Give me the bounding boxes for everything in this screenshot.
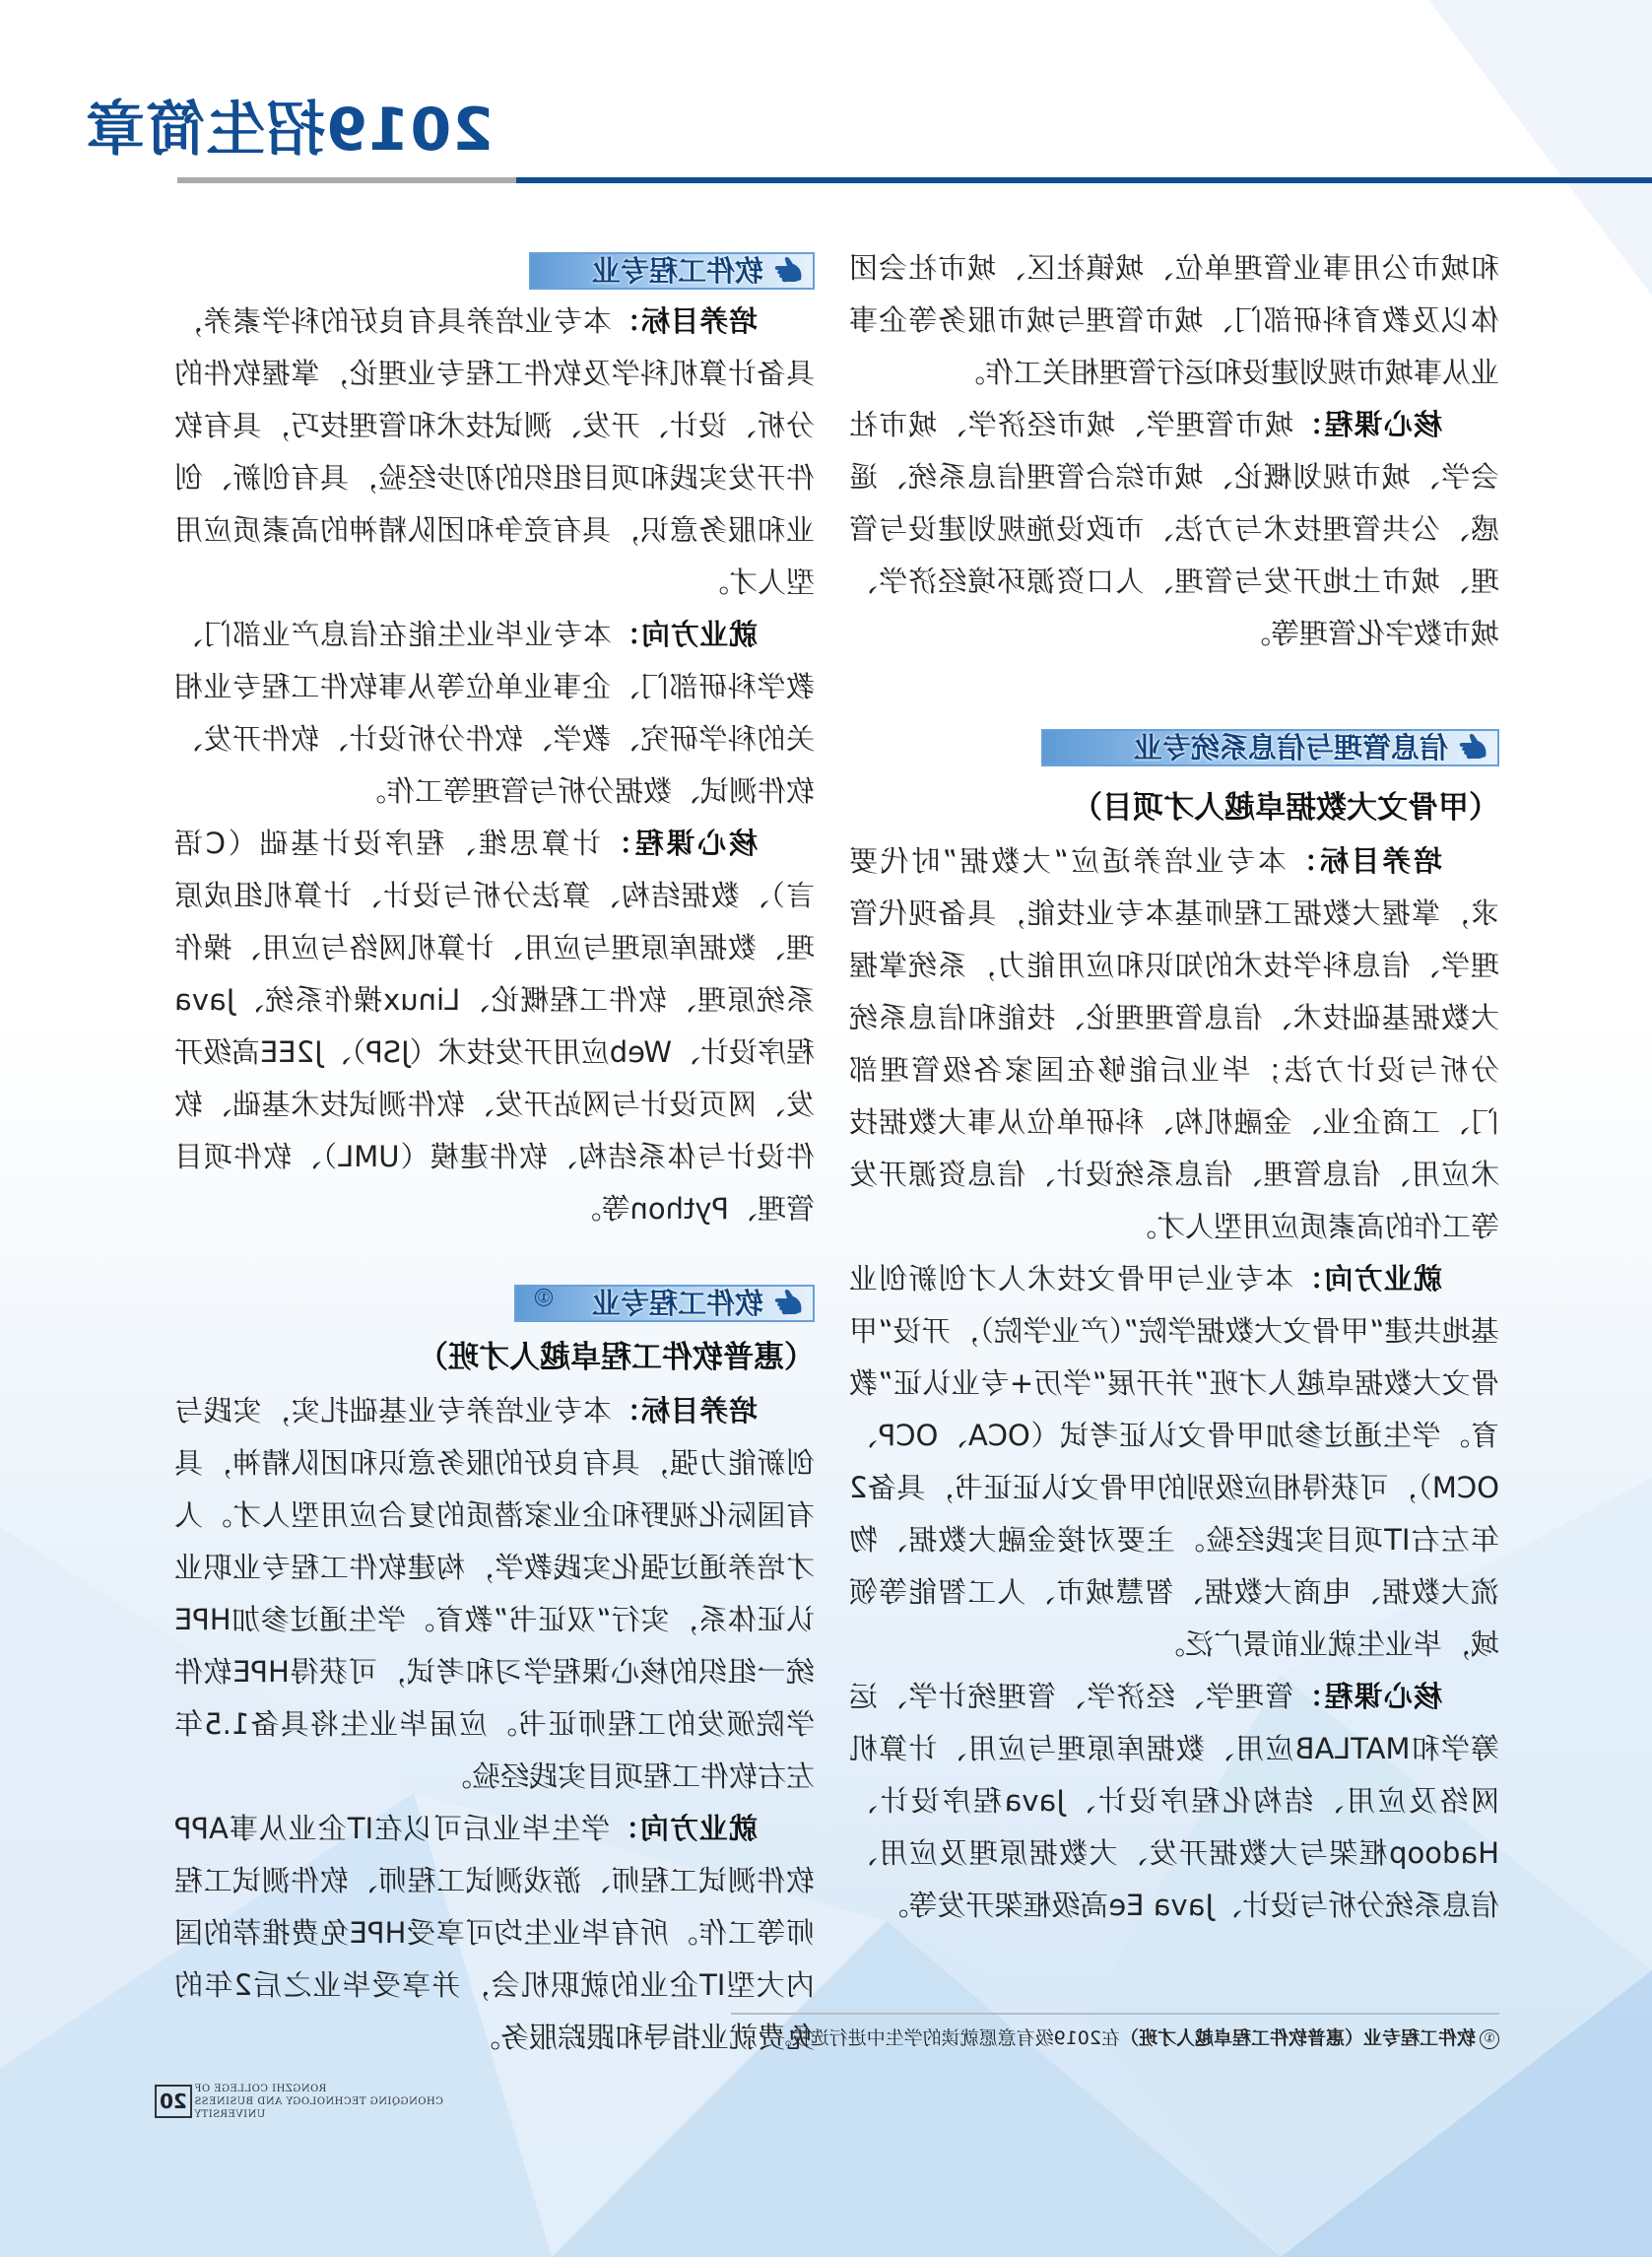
school-name-line2: CHONGQING TECHNOLOGY AND BUSINESS — [194, 2096, 443, 2107]
footnote-text: 在2019级有意愿就读的学生中进行选拔。 — [772, 2027, 1120, 2049]
hand-pointer-icon — [771, 256, 807, 286]
urban-mgmt-paragraph-end: 和城市公用事业管理单位、城镇社区、城市社会团体以及教育科研部门、城市管理与城市服务等企事业从事城市规划建设和运行管理相关工作。 — [849, 251, 1499, 389]
software-goal — [174, 296, 815, 609]
info-mgmt-subtitle: （甲骨文大数据卓越人才项目） — [1072, 790, 1499, 826]
goal-label: 培养目标： — [611, 1394, 758, 1427]
section-banner-software — [529, 252, 815, 290]
footnote-mark: ① — [1480, 2029, 1499, 2049]
school-name-line1: RONGZHI COLLEGE OF — [194, 2084, 327, 2094]
hand-pointer-icon — [771, 1289, 807, 1318]
info-mgmt-career — [849, 1253, 1499, 1671]
school-name — [194, 2083, 480, 2121]
goal-label: 培养目标： — [611, 304, 758, 338]
core-text: 计算思维、程序设计基础（C语言）、数据结构、算法分析与设计、计算机组成原理、数据库原理与应用、计算机网络与应用、操作系统原理、软件工程概论、Linux操作系统、Java程序设计、Web应用开发技术（JSP）、J2EE高级开发、网页设计与网站开发、软件测试技术基础、软件设计与体系结构、软件建模（UML）、软件项目管理、Python等。 — [174, 827, 815, 1226]
software-hp-subtitle: （惠普软件工程卓越人才班） — [418, 1340, 815, 1375]
goal-text: 本专业培养专业基础扎实，实践与创新能力强，具有良好的服务意识和团队精神，具有国际化视野和企业家潜质的复合应用型人才。人才培养通过强化实践教学，构建软件工程专业职业认证体系，实行“双证书”教育。学生通过参加HPE统一组织的核心课程学习和考试，可获得HPE软件学院颁发的工程师证书。应届毕业生将具备1.5年左右软件工程项目实践经验。 — [174, 1394, 815, 1793]
info-mgmt-goal — [849, 835, 1499, 1253]
section-title-info-mgmt: 信息管理与信息系统专业 — [1133, 731, 1448, 764]
software-career — [174, 609, 815, 818]
info-mgmt-core — [849, 1671, 1499, 1932]
urban-mgmt-core-courses — [849, 399, 1499, 660]
right-column — [174, 252, 815, 2064]
core-text: 管理学、经济学、管理统计学、运筹学和MATLAB应用、数据库原理与应用、计算机网络及应用、结构化程序设计、Java程序设计、Hadoop框架与大数据开发、大数据原理及应用、信息系统分析与设计、Java Ee高级框架开发等。 — [849, 1680, 1499, 1922]
header-rule-blue — [516, 177, 1652, 183]
section-title-software: 软件工程专业 — [591, 254, 763, 288]
career-text: 本专业毕业生能在信息产业部门、教学科研部门、企事业单位等从事软件工程专业相关的科学研究、教学、软件分析设计、软件开发、软件测试、数据分析与管理等工作。 — [174, 618, 815, 808]
footnote-divider — [731, 2013, 1499, 2015]
header-rule-grey — [177, 177, 516, 183]
goal-label: 培养目标： — [1286, 844, 1442, 878]
career-label: 就业方向： — [611, 618, 758, 651]
software-hp-goal — [174, 1385, 815, 1803]
core-courses-text: 城市管理学、城市经济学、城市社会学、城市规划概论、城市综合管理信息系统、遥感、公共管理技术与方法、市政设施规划建设与管理、城市土地开发与管理、人口资源环境经济学、城市数字化管理等。 — [849, 408, 1499, 650]
footnote — [711, 2022, 1499, 2055]
career-text: 本专业与甲骨文技术人才创新创业基地共建“甲骨文大数据学院”（产业学院），开设“甲骨文大数据卓越人才班”并开展“学历+专业认证”教育。学生通过参加甲骨文认证考试（OCA、OCP、OCM），可获得相应级别的甲骨文认证证书，具备2年左右IT项目实践经验。主要对接金融大数据、物流大数据、电商大数据、智慧城市、人工智能等领域，毕业生就业前景广泛。 — [849, 1262, 1499, 1661]
school-name-line3: UNIVERSITY — [194, 2109, 266, 2120]
section-title-software-hp: 软件工程专业 — [591, 1287, 763, 1320]
career-label: 就业方向： — [610, 1812, 758, 1845]
goal-text: 本专业培养适应“大数据”时代要求，掌握大数据工程师基本专业技能，具备现代管理学、信息科学技术的知识和应用能力，系统掌握大数据基础技术、信息管理理论、技能和信息系统分析与设计方法；毕业后能够在国家各级管理部门、工商企业、金融机构、科研单位从事大数据技术应用、信息管理、信息系统设计、信息资源开发等工作的高素质应用型人才。 — [849, 844, 1499, 1243]
hand-pointer-icon — [1456, 733, 1491, 763]
core-label: 核心课程： — [601, 827, 758, 860]
left-column — [849, 242, 1499, 1932]
software-core — [174, 818, 815, 1235]
goal-text: 本专业培养具有良好的科学素养，具备计算机科学及软件工程专业理论，掌握软件的分析、设计、开发、测试技术和管理技巧，具有软件开发实践和项目组织的初步经验，具有创新、创业和服务意识，具有竞争和团队精神的高素质应用型人才。 — [174, 304, 815, 599]
footnote-marker: ① — [535, 1289, 553, 1306]
core-courses-label: 核心课程： — [1293, 408, 1442, 441]
page-number: 20 — [155, 2085, 192, 2118]
career-label: 就业方向： — [1293, 1262, 1442, 1295]
core-label: 核心课程： — [1293, 1680, 1442, 1713]
section-banner-info-mgmt — [1041, 729, 1499, 766]
section-banner-software-hp — [514, 1285, 815, 1322]
footnote-bold: 软件工程专业（惠普软件工程卓越人才班） — [1119, 2027, 1476, 2049]
career-text: 学生毕业后可以在IT企业从事APP软件测试工程师、游戏测试工程师、软件测试工程师等工作。所有毕业生均可享受HPE免费推荐的国内大型IT企业的就职机会，并享受毕业之后2年的免费就业指导和跟踪服务。 — [174, 1812, 815, 2054]
page-title: 2019招生简章 — [85, 96, 494, 165]
